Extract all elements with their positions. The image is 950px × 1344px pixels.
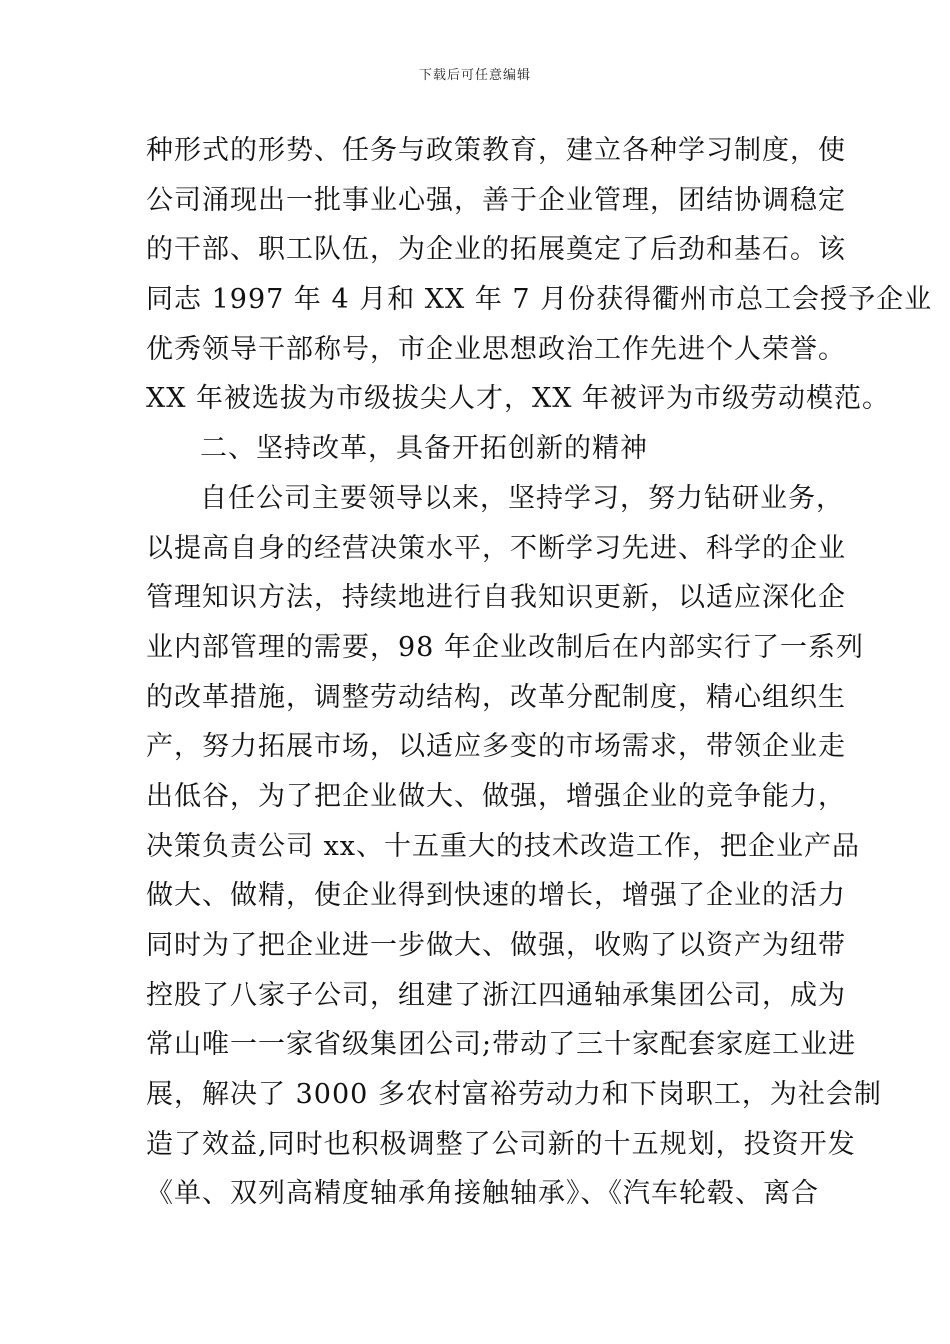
text-line: 业内部管理的需要，98 年企业改制后在内部实行了一系列 (146, 631, 864, 663)
text-line: 决策负责公司 xx、十五重大的技术改造工作，把企业产品 (146, 830, 861, 862)
text-line: 做大、做精，使企业得到快速的增长，增强了企业的活力 (146, 880, 846, 912)
text-line: 的干部、职工队伍，为企业的拓展奠定了后劲和基石。该 (146, 234, 846, 266)
section-heading: 二、坚持改革，具备开拓创新的精神 (200, 433, 648, 465)
text-line: 出低谷，为了把企业做大、做强，增强企业的竞争能力， (146, 780, 846, 812)
paragraph-first-line: 自任公司主要领导以来，坚持学习，努力钻研业务， (200, 482, 844, 514)
text-line: 公司涌现出一批事业心强，善于企业管理，团结协调稳定 (146, 184, 846, 216)
text-line: 管理知识方法，持续地进行自我知识更新，以适应深化企 (146, 582, 846, 614)
text-line: 常山唯一一家省级集团公司;带动了三十家配套家庭工业进 (146, 1029, 857, 1061)
text-line: 同时为了把企业进一步做大、做强，收购了以资产为纽带 (146, 930, 846, 961)
text-line: 同志 1997 年 4 月和 XX 年 7 月份获得衢州市总工会授予企业 (146, 284, 933, 316)
text-line: 《单、双列高精度轴承角接触轴承》、《汽车轮毂、离合 (146, 1178, 819, 1210)
text-line: 展，解决了 3000 多农村富裕劳动力和下岗职工，为社会制 (146, 1079, 882, 1111)
document-body (146, 126, 933, 1219)
text-line: 控股了八家子公司，组建了浙江四通轴承集团公司，成为 (146, 979, 846, 1011)
text-line: 的改革措施，调整劳动结构，改革分配制度，精心组织生 (146, 681, 846, 713)
text-line: XX 年被选拔为市级拔尖人才，XX 年被评为市级劳动模范。 (146, 383, 891, 415)
text-line: 种形式的形势、任务与政策教育，建立各种学习制度，使 (146, 135, 846, 166)
text-line: 产，努力拓展市场，以适应多变的市场需求，带领企业走 (146, 731, 846, 763)
text-line: 优秀领导干部称号，市企业思想政治工作先进个人荣誉。 (146, 333, 846, 365)
header-note: 下载后可任意编辑 (418, 68, 531, 83)
text-line: 以提高自身的经营决策水平，不断学习先进、科学的企业 (146, 532, 846, 564)
text-line: 造了效益,同时也积极调整了公司新的十五规划，投资开发 (146, 1128, 856, 1160)
